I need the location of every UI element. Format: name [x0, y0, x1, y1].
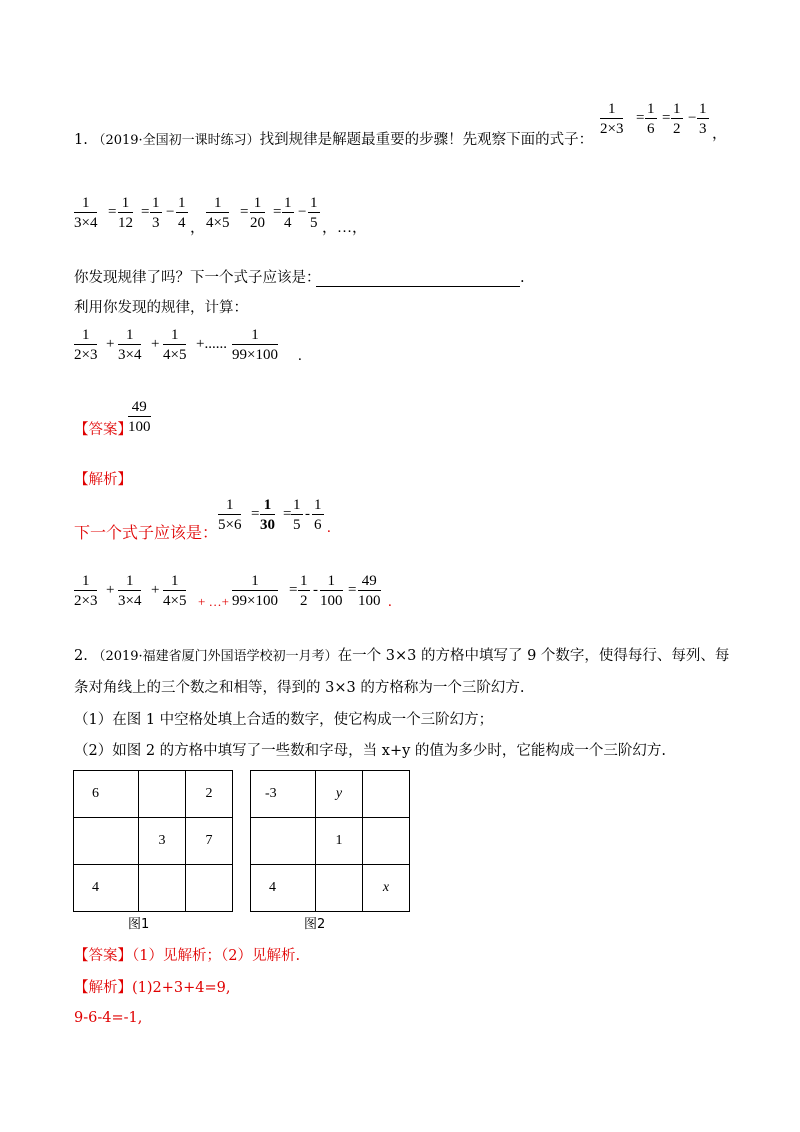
q1-analysis-label: 【解析】 — [74, 472, 132, 488]
q2-number: 2. — [74, 648, 88, 664]
grid-1-caption: 图1 — [128, 917, 150, 932]
q1-intro: 找到规律是解题最重要的步骤！先观察下面的式子： — [259, 132, 594, 148]
q2-part-2: （2）如图 2 的方格中填写了一些数和字母，当 x+y 的值为多少时，它能构成一个三阶幻方. — [74, 743, 667, 759]
fraction: $\frac{1}{6}$ — [314, 497, 322, 533]
fraction: $\frac{1}{99\times 100}$ — [232, 573, 278, 609]
q2-answer — [74, 946, 300, 966]
fraction: $\frac{1}{2}$ — [300, 573, 308, 609]
fraction: $\frac{1}{3\times 4}$ — [118, 573, 142, 609]
fraction: $\frac{1}{3}$ — [152, 195, 160, 231]
fraction: $\frac{1}{30}$ — [260, 497, 275, 533]
fraction: $\frac{1}{20}$ — [250, 195, 265, 231]
grid-cell: x — [363, 865, 410, 912]
fraction: $\frac{1}{99\times 100}$ — [232, 327, 278, 363]
grid-cell — [316, 865, 363, 912]
fraction: $\frac{1}{4}$ — [178, 195, 186, 231]
q1-next-label: 下一个式子应该是： — [74, 523, 219, 542]
grid-cell — [139, 865, 186, 912]
grid-2-caption: 图2 — [304, 917, 326, 932]
grid-cell: 3 — [139, 818, 186, 865]
q2-answer-text: （1）见解析；（2）见解析. — [132, 948, 301, 964]
fraction: $\frac{1}{3\times 4}$ — [74, 195, 98, 231]
fraction: $\frac{1}{12}$ — [118, 195, 133, 231]
grid-cell — [186, 865, 233, 912]
q2-source: （2019·福建省厦门外国语学校初一月考） — [92, 649, 338, 664]
grid-cell: -3 — [251, 771, 316, 818]
grid-cell: 4 — [251, 865, 316, 912]
fraction: $\frac{1}{4\times 5}$ — [163, 327, 187, 363]
fraction: $\frac{1}{5}$ — [310, 195, 318, 231]
fraction: $\frac{1}{3}$ — [699, 101, 707, 137]
fraction: $\frac{1}{4\times 5}$ — [163, 573, 187, 609]
grid-cell — [363, 771, 410, 818]
q2-analysis — [74, 978, 231, 998]
fraction: $\frac{1}{2\times 3}$ — [74, 573, 98, 609]
q1-prompt-1-end: . — [520, 270, 525, 286]
grid-cell: 4 — [74, 865, 139, 912]
fraction: $\frac{1}{100}$ — [320, 573, 343, 609]
grid-cell: y — [316, 771, 363, 818]
grid-cell — [139, 771, 186, 818]
grid-cell: 1 — [316, 818, 363, 865]
q1-header — [74, 130, 593, 151]
grid-cell: 6 — [74, 771, 139, 818]
fraction: $\frac{1}{5\times 6}$ — [218, 497, 242, 533]
q1-answer-label: 【答案】 — [74, 422, 132, 438]
q2-line-1 — [74, 646, 729, 667]
q1-prompt-2: 利用你发现的规律，计算： — [74, 300, 248, 316]
fraction: $\frac{1}{4}$ — [284, 195, 292, 231]
fraction: $\frac{1}{4\times 5}$ — [206, 195, 230, 231]
q2-text-1: 在一个 3×3 的方格中填写了 9 个数字，使得每行、每列、每 — [337, 648, 730, 664]
grid-cell — [251, 818, 316, 865]
fraction: $\frac{1}{3\times 4}$ — [118, 327, 142, 363]
q1-prompt-1: 你发现规律了吗？下一个式子应该是： — [74, 270, 321, 286]
grid-cell: 2 — [186, 771, 233, 818]
fraction: $\frac{1}{2\times 3}$ — [600, 101, 624, 137]
fraction: $\frac{1}{2\times 3}$ — [74, 327, 98, 363]
q1-answer-fraction: $\frac{49}{100}$ — [128, 399, 151, 435]
q2-answer-label: 【答案】 — [74, 948, 132, 964]
grid-cell — [363, 818, 410, 865]
grid-cell: 7 — [186, 818, 233, 865]
q1-source: （2019·全国初一课时练习） — [92, 133, 260, 148]
fraction: $\frac{1}{2}$ — [673, 101, 681, 137]
q2-analysis-line-1: (1)2+3+4=9, — [132, 980, 231, 996]
magic-square-grid-2 — [250, 770, 410, 912]
fraction: $\frac{1}{6}$ — [647, 101, 655, 137]
q2-line-2: 条对角线上的三个数之和相等，得到的 3×3 的方格称为一个三阶幻方. — [74, 680, 525, 696]
fraction: $\frac{1}{5}$ — [293, 497, 301, 533]
q2-analysis-line-2: 9-6-4=-1, — [74, 1010, 143, 1026]
q1-number: 1. — [74, 132, 88, 148]
fraction: $\frac{49}{100}$ — [358, 573, 381, 609]
q2-analysis-label: 【解析】 — [74, 980, 132, 996]
magic-square-grid-1 — [73, 770, 233, 912]
q2-part-1: （1）在图 1 中空格处填上合适的数字，使它构成一个三阶幻方； — [74, 712, 494, 728]
grid-cell — [74, 818, 139, 865]
answer-blank[interactable] — [316, 286, 520, 287]
